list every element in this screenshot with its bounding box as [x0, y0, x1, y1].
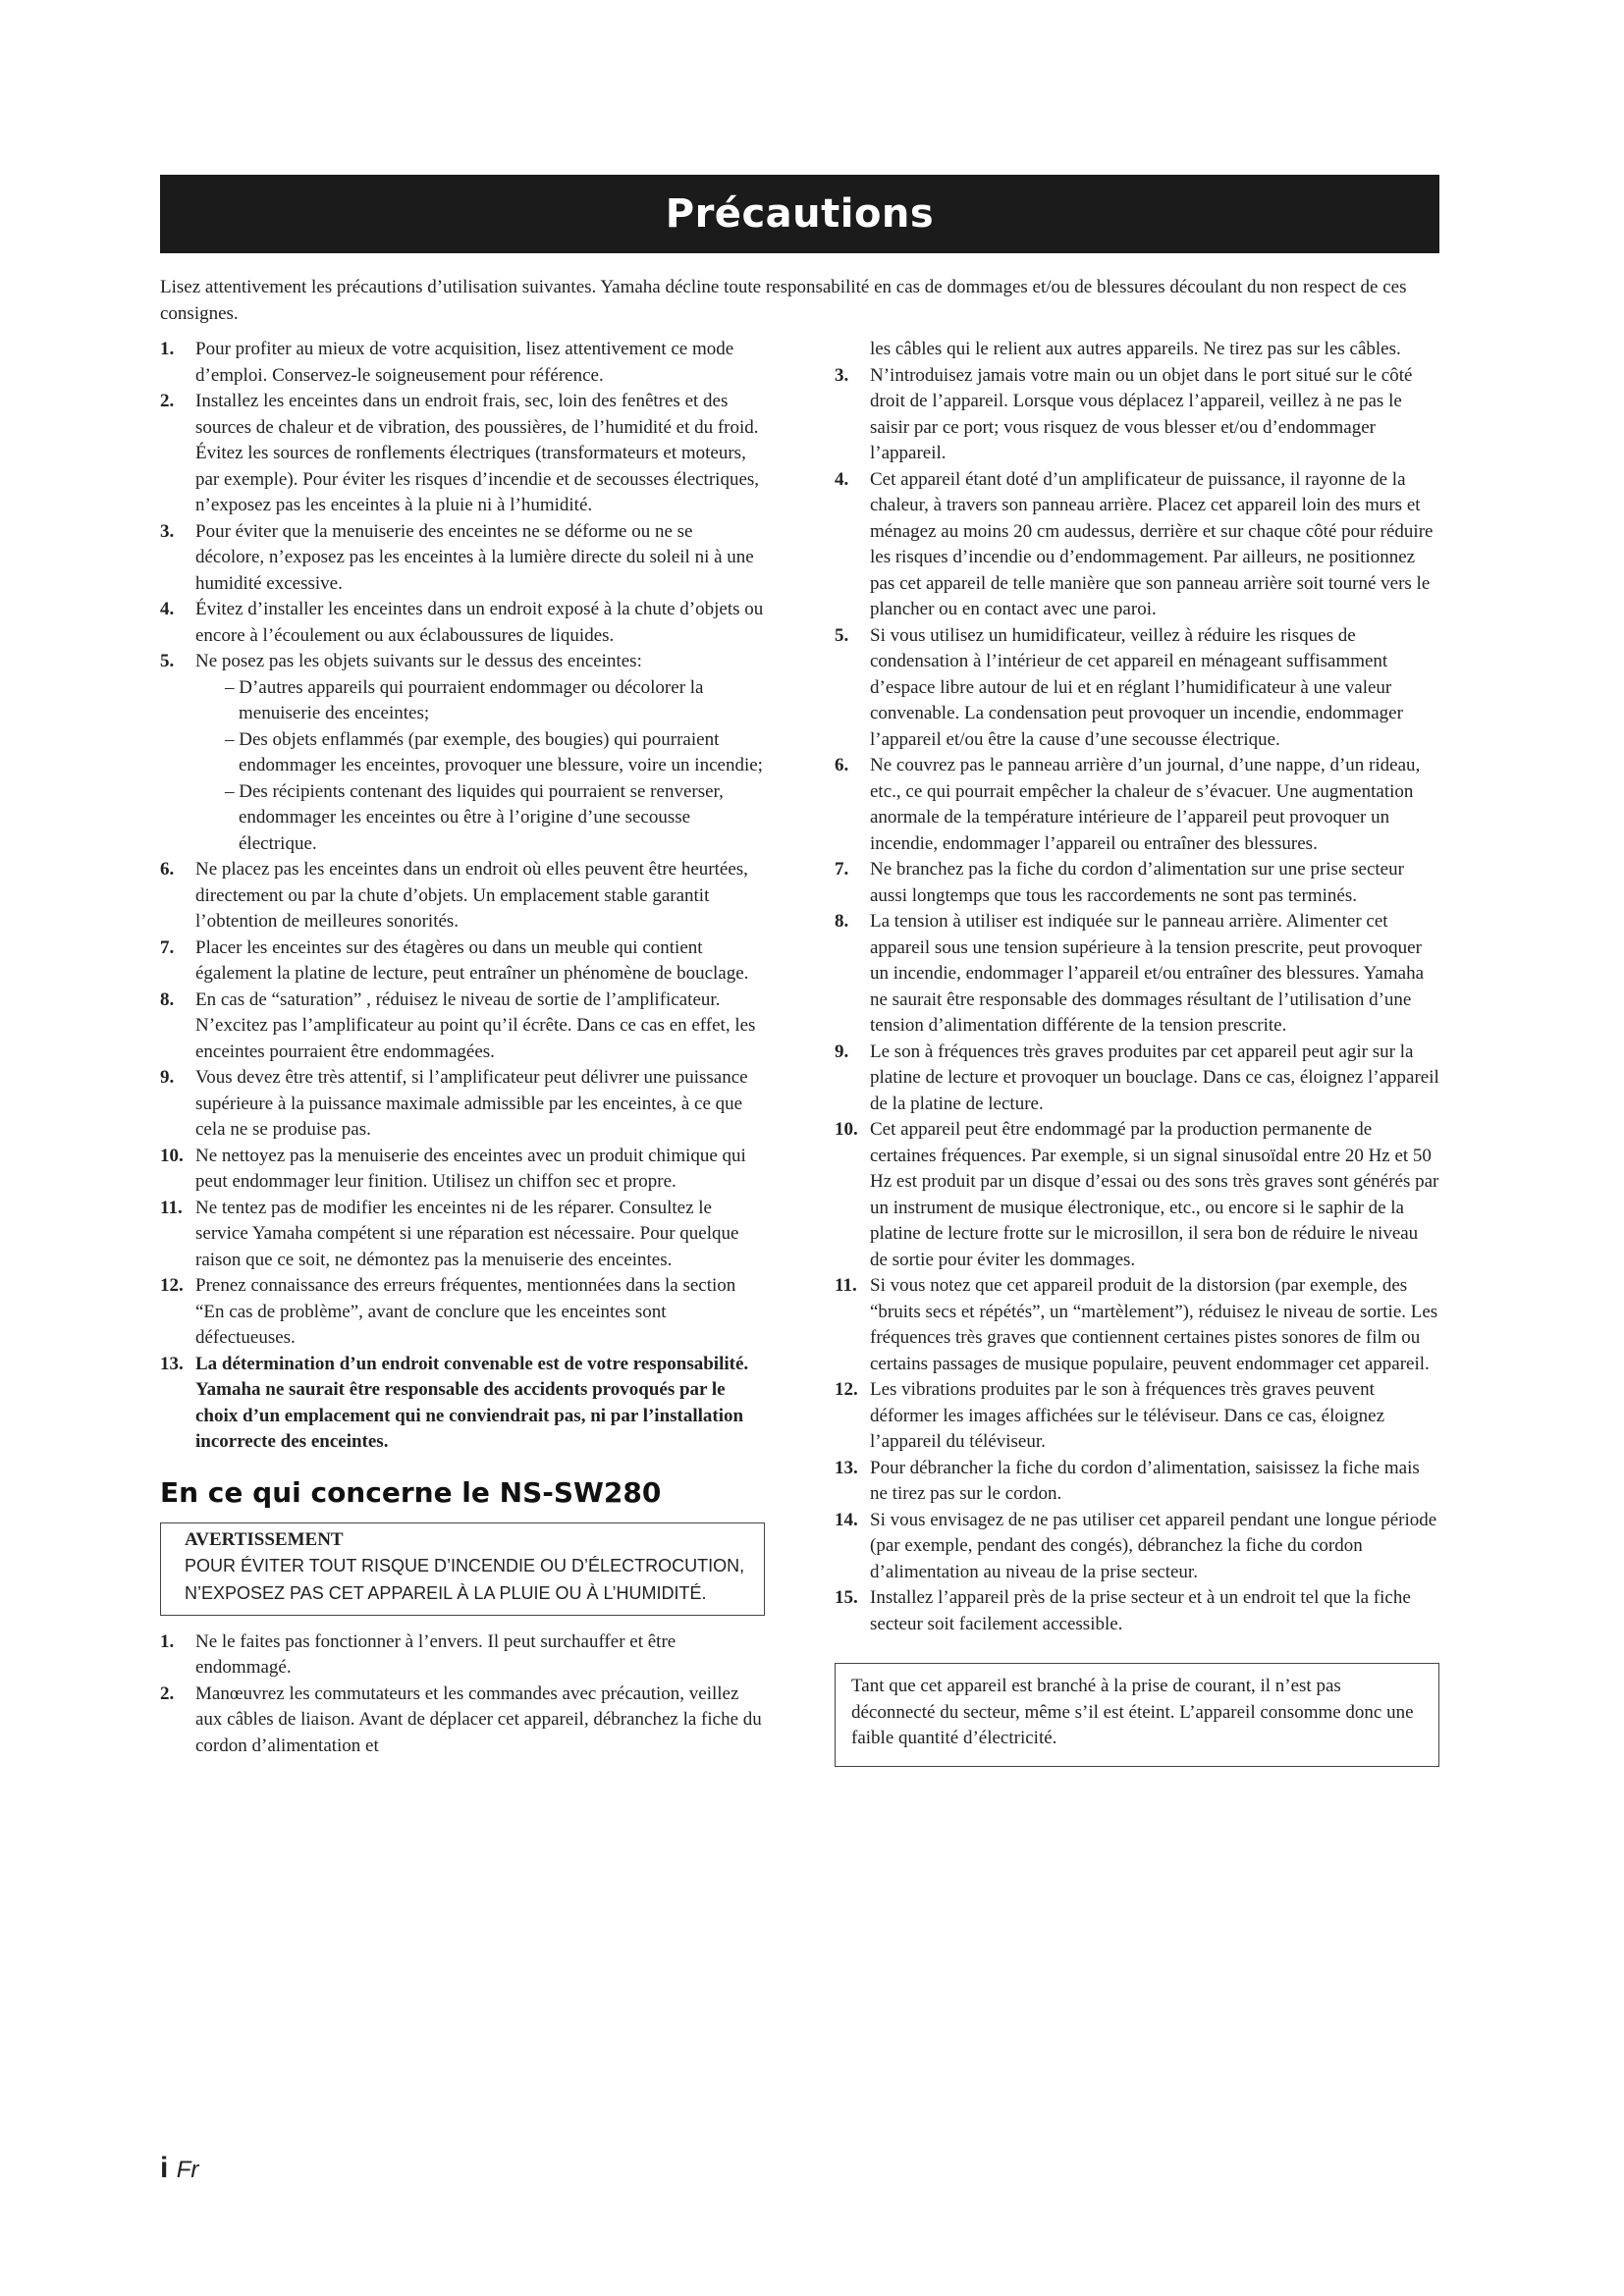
page-number: i — [160, 2152, 169, 2184]
list-item: 1. Ne le faites pas fonctionner à l’envers. Il peut surchauffer et être endommagé. — [160, 1630, 677, 1678]
list-item: 4. Évitez d’installer les enceintes dans un endroit exposé à la chute d’objets ou encore à l’écoulement ou aux éclaboussures de liquides. — [160, 599, 764, 646]
warning-title: AVERTISSEMENT — [185, 1528, 344, 1550]
sub-list-item: – Des récipients contenant des liquides qui pourraient se renverser, endommager les enceintes ou être à l’origine d’une secousse électrique. — [225, 780, 724, 854]
list-item: 5. Ne posez pas les objets suivants sur le dessus des enceintes: – D’autres appareils qui pourraient endommager ou décolorer la menuiserie des enceintes; – Des objets enflammés (par exemple, des bougies) qui pourraient endommager les enceintes, provoquer une blessure, voire un incendie; – Des récipients contenant des liquides qui pourraient se renverser, endommager les enceintes ou être à l’origine d’une secousse électrique. — [160, 649, 764, 857]
right-column — [835, 337, 1439, 1767]
list-item: 5. Si vous utilisez un humidificateur, veillez à réduire les risques de condensation à l’intérieur de cet appareil en ménageant suffisamment d’espace libre autour de lui et en réglant l’humidificateur à une valeur convenable. La condensation peut provoquer un incendie, endommager l’appareil et/ou être la cause d’une secousse électrique. — [835, 624, 1403, 750]
warning-box — [160, 1522, 765, 1616]
list-item: 9. Le son à fréquences très graves produites par cet appareil peut agir sur la platine de lecture et provoquer un bouclage. Dans ce cas, éloignez l’appareil de la platine de lecture. — [835, 1041, 1439, 1114]
list-item: 8. En cas de “saturation” , réduisez le niveau de sortie de l’amplificateur. N’excitez pas l’amplificateur au point qu’il écrête. Dans ce cas en effet, les enceintes pourraient être endommagées. — [160, 988, 756, 1062]
power-note-text: Tant que cet appareil est branché à la prise de courant, il n’est pas déconnecté du secteur, même s’il est éteint. L’appareil consomme donc une faible quantité d’électricité. — [851, 1676, 1414, 1748]
warning-text: POUR ÉVITER TOUT RISQUE D’INCENDIE OU D’ÉLECTROCUTION, N’EXPOSEZ PAS CET APPAREIL À LA PLUIE OU À L’HUMIDITÉ. — [185, 1555, 745, 1603]
sub-list-item: – Des objets enflammés (par exemple, des bougies) qui pourraient endommager les enceintes, provoquer une blessure, voire un incendie; — [225, 728, 763, 775]
list-item: 4. Cet appareil étant doté d’un amplificateur de puissance, il rayonne de la chaleur, à travers son panneau arrière. Placez cet appareil loin des murs et ménagez au moins 20 cm audessus, derrière et sur chaque côté pour réduire les risques d’incendie ou d’endommagement. Par ailleurs, ne positionnez pas cet appareil de telle manière que son panneau arrière soit tourné vers le plancher ou en contact avec une paroi. — [835, 468, 1434, 619]
list-item: 12. Les vibrations produites par le son à fréquences très graves peuvent déformer les images affichées sur le téléviseur. Dans ce cas, éloignez l’appareil du téléviseur. — [835, 1379, 1385, 1452]
list-item: 9. Vous devez être très attentif, si l’amplificateur peut délivrer une puissance supérieure à la puissance maximale admissible par les enceintes, à ce que cela ne se produise pas. — [160, 1067, 748, 1140]
list-item: 2. Installez les enceintes dans un endroit frais, sec, loin des fenêtres et des sources de chaleur et de vibration, des poussières, de l’humidité et du froid. Évitez les sources de ronflements électriques (transformateurs et moteurs, par exemple). Pour éviter les risques d’incendie et de secousses électriques, n’exposez pas les enceintes à la pluie ni à l’humidité. — [160, 391, 760, 515]
list-item: 8. La tension à utiliser est indiquée sur le panneau arrière. Alimenter cet appareil sous une tension supérieure à la tension prescrite, peut provoquer un incendie, endommager l’appareil et/ou entraîner des blessures. Yamaha ne saurait être responsable des dommages résultant de l’utilisation d’une tension d’alimentation différente de la tension prescrite. — [835, 911, 1425, 1036]
sub-list-item: – D’autres appareils qui pourraient endommager ou décolorer la menuiserie des enceintes; — [225, 676, 704, 723]
list-item: 6. Ne placez pas les enceintes dans un endroit où elles peuvent être heurtées, directement ou par la chute d’objets. Un emplacement stable garantit l’obtention de meilleures sonorités. — [160, 859, 748, 932]
sub-list — [195, 675, 764, 858]
sw280-list — [160, 1629, 764, 1760]
list-item: 3. Pour éviter que la menuiserie des enceintes ne se déforme ou ne se décolore, n’exposez pas les enceintes à la lumière directe du soleil ni à une humidité excessive. — [160, 520, 754, 594]
list-item: 3. N’introduisez jamais votre main ou un objet dans le port situé sur le côté droit de l’appareil. Lorsque vous déplacez l’appareil, veillez à ne pas le saisir par ce port; vous risquez de vous blesser et/ou d’endommager l’appareil. — [835, 364, 1413, 463]
page-title: Précautions — [160, 175, 1439, 253]
list-item: 15. Installez l’appareil près de la prise secteur et à un endroit tel que la fiche secteur soit facilement accessible. — [835, 1587, 1411, 1634]
precautions-list-left — [160, 337, 764, 1456]
precautions-list-right — [835, 337, 1439, 1637]
list-item: 2. Manœuvrez les commutateurs et les commandes avec précaution, veillez aux câbles de liaison. Avant de déplacer cet appareil, débranchez la fiche du cordon d’alimentation et — [160, 1682, 762, 1756]
power-note-box — [835, 1663, 1439, 1767]
list-item: 11. Ne tentez pas de modifier les enceintes ni de les réparer. Consultez le service Yamaha compétent si une réparation est nécessaire. Pour quelque raison que ce soit, ne démontez pas la menuiserie des enceintes. — [160, 1197, 739, 1270]
list-item-continuation: les câbles qui le relient aux autres appareils. Ne tirez pas sur les câbles. — [870, 339, 1401, 359]
list-item: 13. Pour débrancher la fiche du cordon d’alimentation, saisissez la fiche mais ne tirez pas sur le cordon. — [835, 1457, 1420, 1504]
list-item: 10. Ne nettoyez pas la menuiserie des enceintes avec un produit chimique qui peut endommager leur finition. Utilisez un chiffon sec et propre. — [160, 1145, 746, 1192]
intro-paragraph: Lisez attentivement les précautions d’utilisation suivantes. Yamaha décline toute responsabilité en cas de dommages et/ou de blessures découlant du non respect de ces consignes. — [160, 277, 1407, 324]
list-item: 14. Si vous envisagez de ne pas utiliser cet appareil pendant une longue période (par exemple, pendant des congés), débranchez la fiche du cordon d’alimentation au niveau de la prise secteur. — [835, 1509, 1437, 1582]
page-footer — [160, 2152, 198, 2185]
section-heading: En ce qui concerne le NS-SW280 — [160, 1475, 662, 1509]
list-item: 12. Prenez connaissance des erreurs fréquentes, mentionnées dans la section “En cas de problème”, avant de conclure que les enceintes sont défectueuses. — [160, 1275, 736, 1348]
list-item: 7. Ne branchez pas la fiche du cordon d’alimentation sur une prise secteur aussi longtemps que tous les raccordements ne sont pas terminés. — [835, 859, 1404, 906]
list-item: 6. Ne couvrez pas le panneau arrière d’un journal, d’une nappe, d’un rideau, etc., ce qui pourrait empêcher la chaleur de s’évacuer. Une augmentation anormale de la température intérieure de l’appareil peut provoquer un incendie, endommager l’appareil ou entraîner des blessures. — [835, 755, 1421, 854]
list-item: 13. La détermination d’un endroit convenable est de votre responsabilité. Yamaha ne saurait être responsable des accidents provoqués par le choix d’un emplacement qui ne conviendrait pas, ni par l’installation incorrecte des enceintes. — [160, 1353, 749, 1452]
language-code: Fr — [176, 2157, 199, 2183]
list-item: 11. Si vous notez que cet appareil produit de la distorsion (par exemple, des “bruits secs et répétés”, un “martèlement”), réduisez le niveau de sortie. Les fréquences très graves que contiennent certaines pistes sonores de film ou certains passages de musique populaire, peuvent endommager cet appareil. — [835, 1275, 1438, 1374]
list-item: 10. Cet appareil peut être endommagé par la production permanente de certaines fréquences. Par exemple, si un signal sinusoïdal entre 20 Hz et 50 Hz est produit par un disque d’essai ou des sons très graves sont générés par un instrument de musique électronique, etc., ou encore si le saphir de la platine de lecture frotte sur le microsillon, il sera bon de réduire le niveau de sortie pour éviter les dommages. — [835, 1119, 1439, 1270]
list-item: 7. Placer les enceintes sur des étagères ou dans un meuble qui contient également la platine de lecture, peut entraîner un phénomène de bouclage. — [160, 936, 749, 984]
left-column — [160, 337, 764, 1759]
list-item: 1. Pour profiter au mieux de votre acquisition, lisez attentivement ce mode d’emploi. Conservez-le soigneusement pour référence. — [160, 339, 734, 386]
